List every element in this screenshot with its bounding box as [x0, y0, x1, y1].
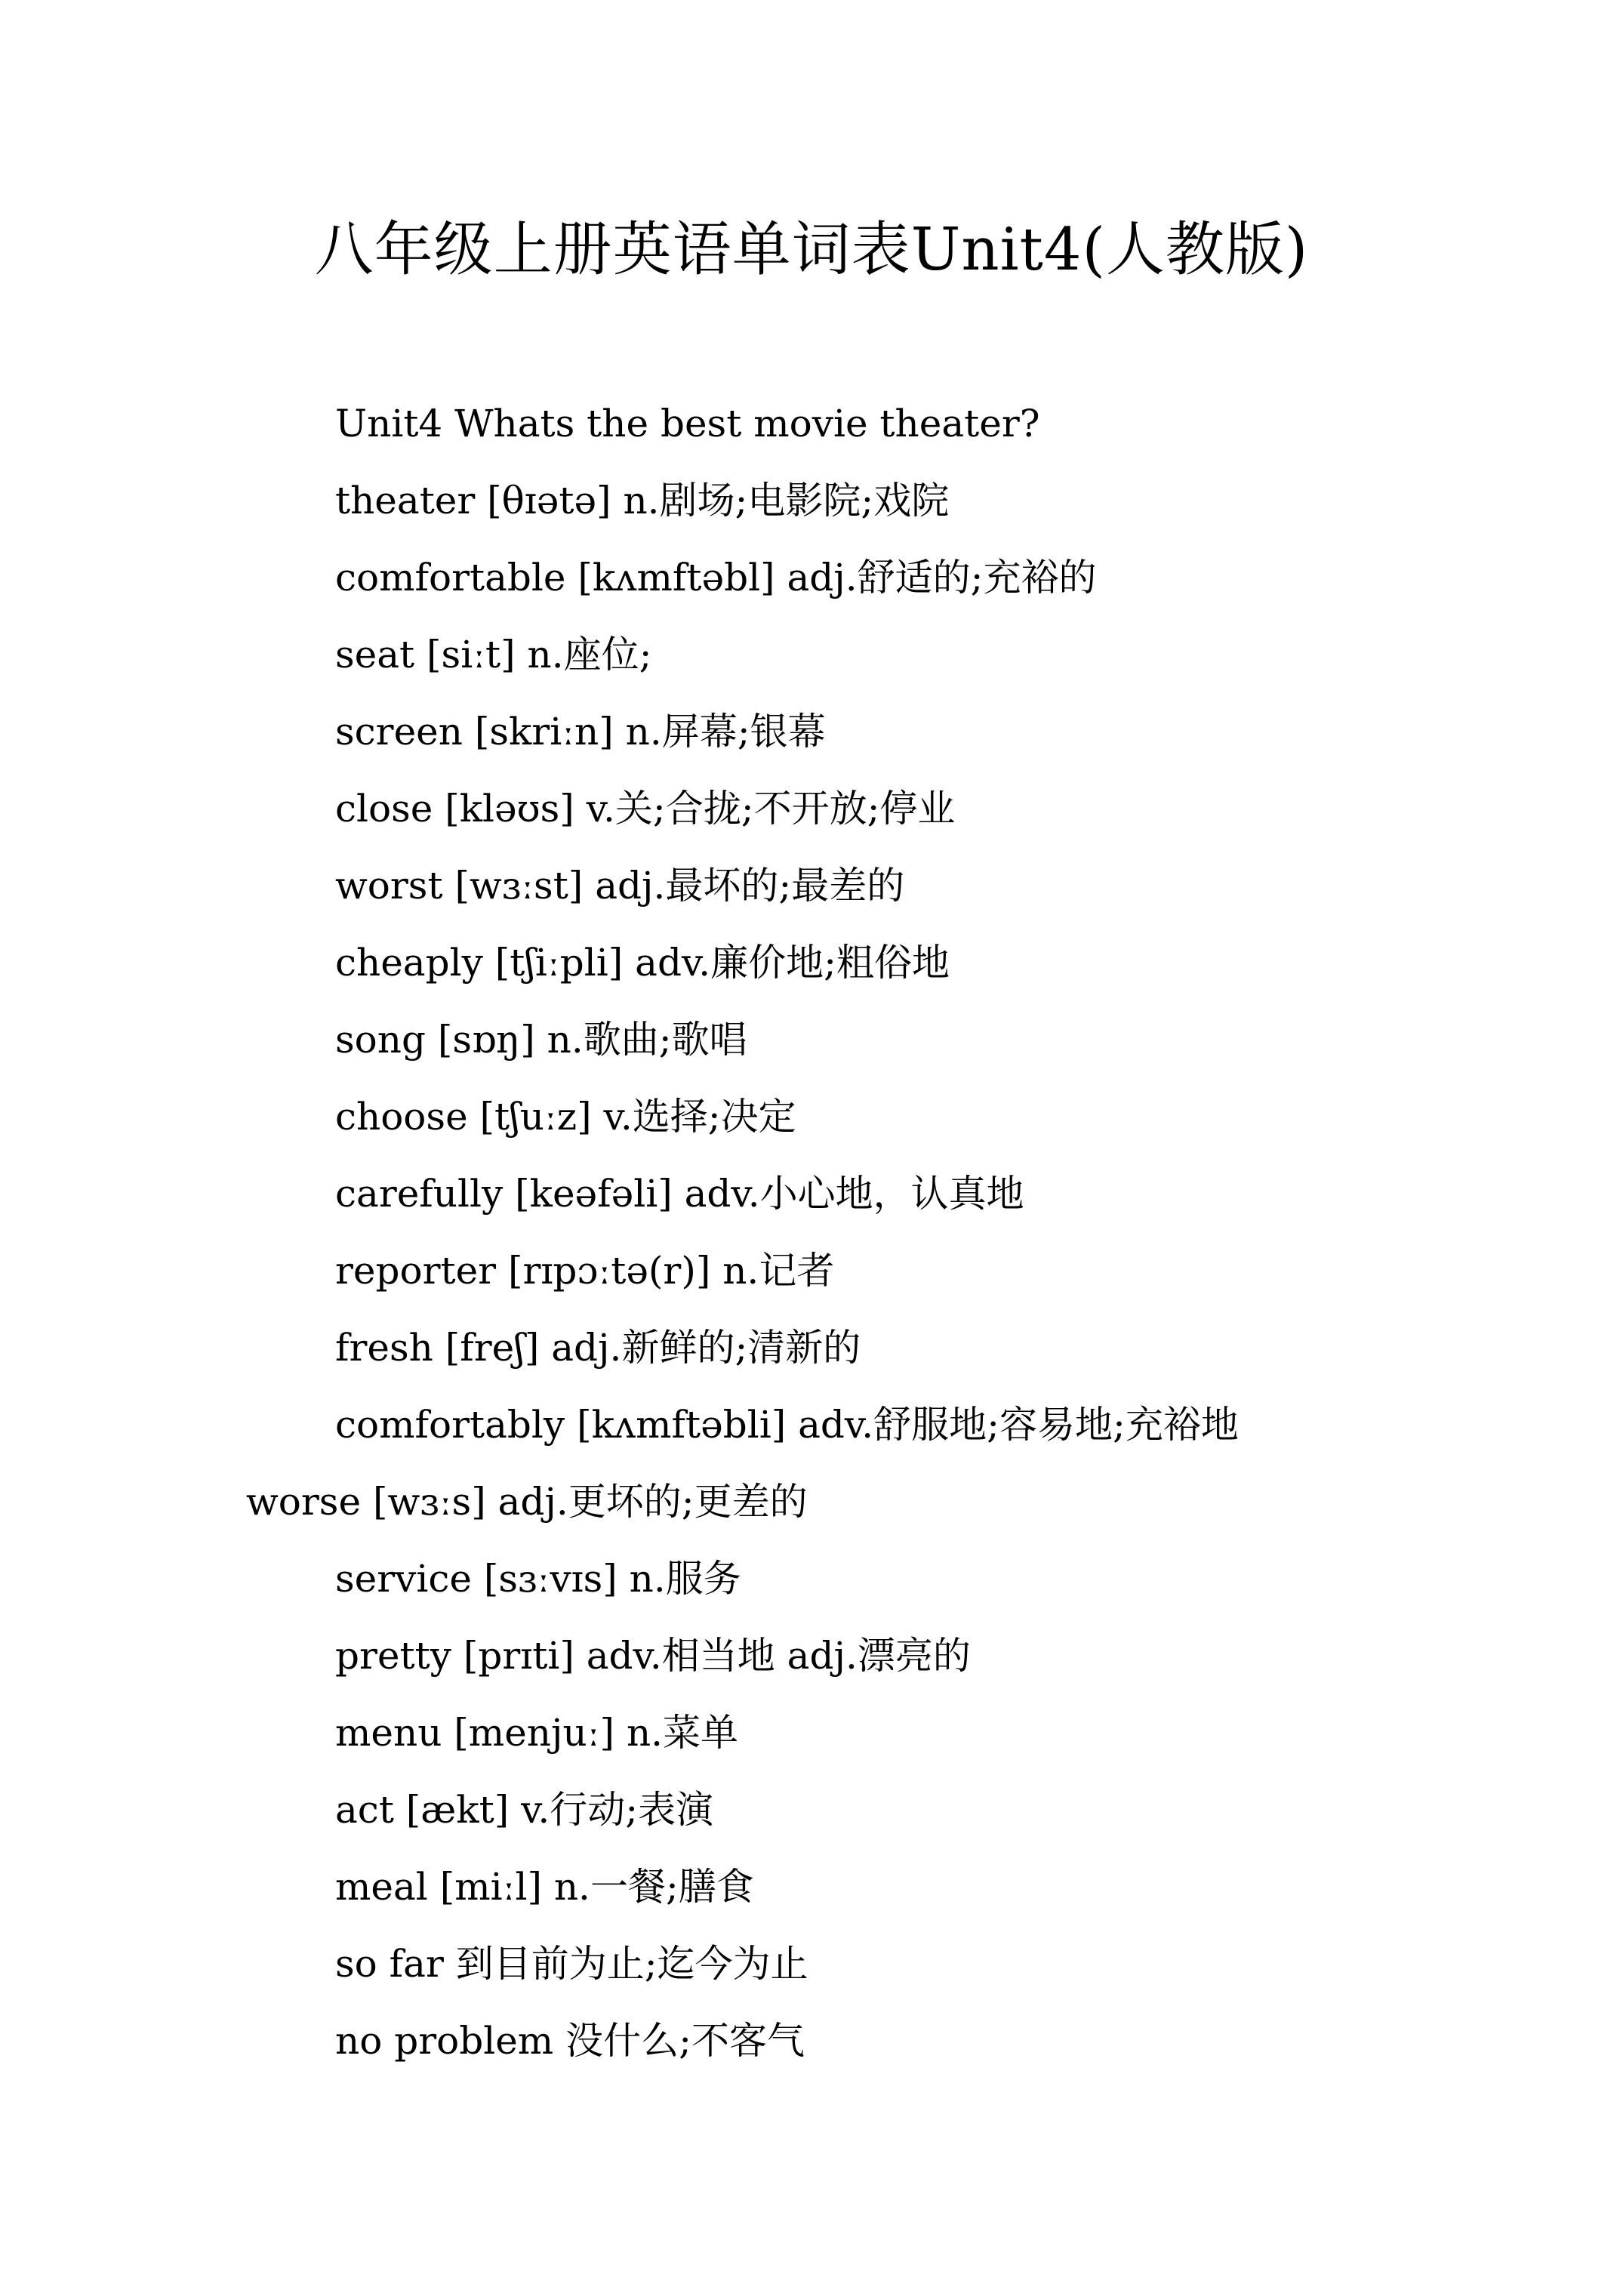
vocab-entry: worst [wɜːst] adj.最坏的;最差的: [335, 864, 905, 908]
vocabulary-list: [0, 385, 1623, 2079]
vocab-entry: seat [siːt] n.座位;: [335, 633, 652, 676]
unit-heading: Unit4 Whats the best movie theater?: [335, 402, 1040, 445]
phrase-entry: no problem 没什么;不客气: [335, 2019, 805, 2063]
vocab-entry: menu [menjuː] n.菜单: [335, 1711, 739, 1755]
vocab-entry: pretty [prɪti] adv.相当地 adj.漂亮的: [335, 1634, 971, 1678]
vocab-entry: act [ækt] v.行动;表演: [335, 1788, 714, 1832]
vocab-entry: screen [skriːn] n.屏幕;银幕: [335, 710, 826, 754]
vocab-entry: close [kləʊs] v.关;合拢;不开放;停业: [335, 787, 956, 831]
vocab-entry: comfortably [kʌmftəbli] adv.舒服地;容易地;充裕地: [335, 1403, 1239, 1447]
page-title: 八年级上册英语单词表Unit4(人教版): [314, 216, 1309, 284]
vocab-entry: service [sɜːvɪs] n.服务: [335, 1557, 741, 1601]
vocab-entry: worse [wɜːs] adj.更坏的;更差的: [246, 1480, 808, 1524]
vocab-entry: comfortable [kʌmftəbl] adj.舒适的;充裕的: [335, 556, 1097, 599]
vocab-entry: theater [θɪətə] n.剧场;电影院;戏院: [335, 479, 950, 522]
vocab-entry: reporter [rɪpɔːtə(r)] n.记者: [335, 1249, 835, 1293]
vocab-entry: fresh [freʃ] adj.新鲜的;清新的: [335, 1326, 861, 1370]
phrase-entry: so far 到目前为止;迄今为止: [335, 1942, 808, 1986]
vocab-entry: carefully [keəfəli] adv.小心地，认真地: [335, 1172, 1024, 1216]
vocab-entry: meal [miːl] n.一餐;膳食: [335, 1865, 754, 1909]
vocab-entry: song [sɒŋ] n.歌曲;歌唱: [335, 1018, 747, 1062]
vocab-entry: choose [tʃuːz] v.选择;决定: [335, 1095, 796, 1139]
vocab-entry: cheaply [tʃiːpli] adv.廉价地;粗俗地: [335, 941, 950, 985]
